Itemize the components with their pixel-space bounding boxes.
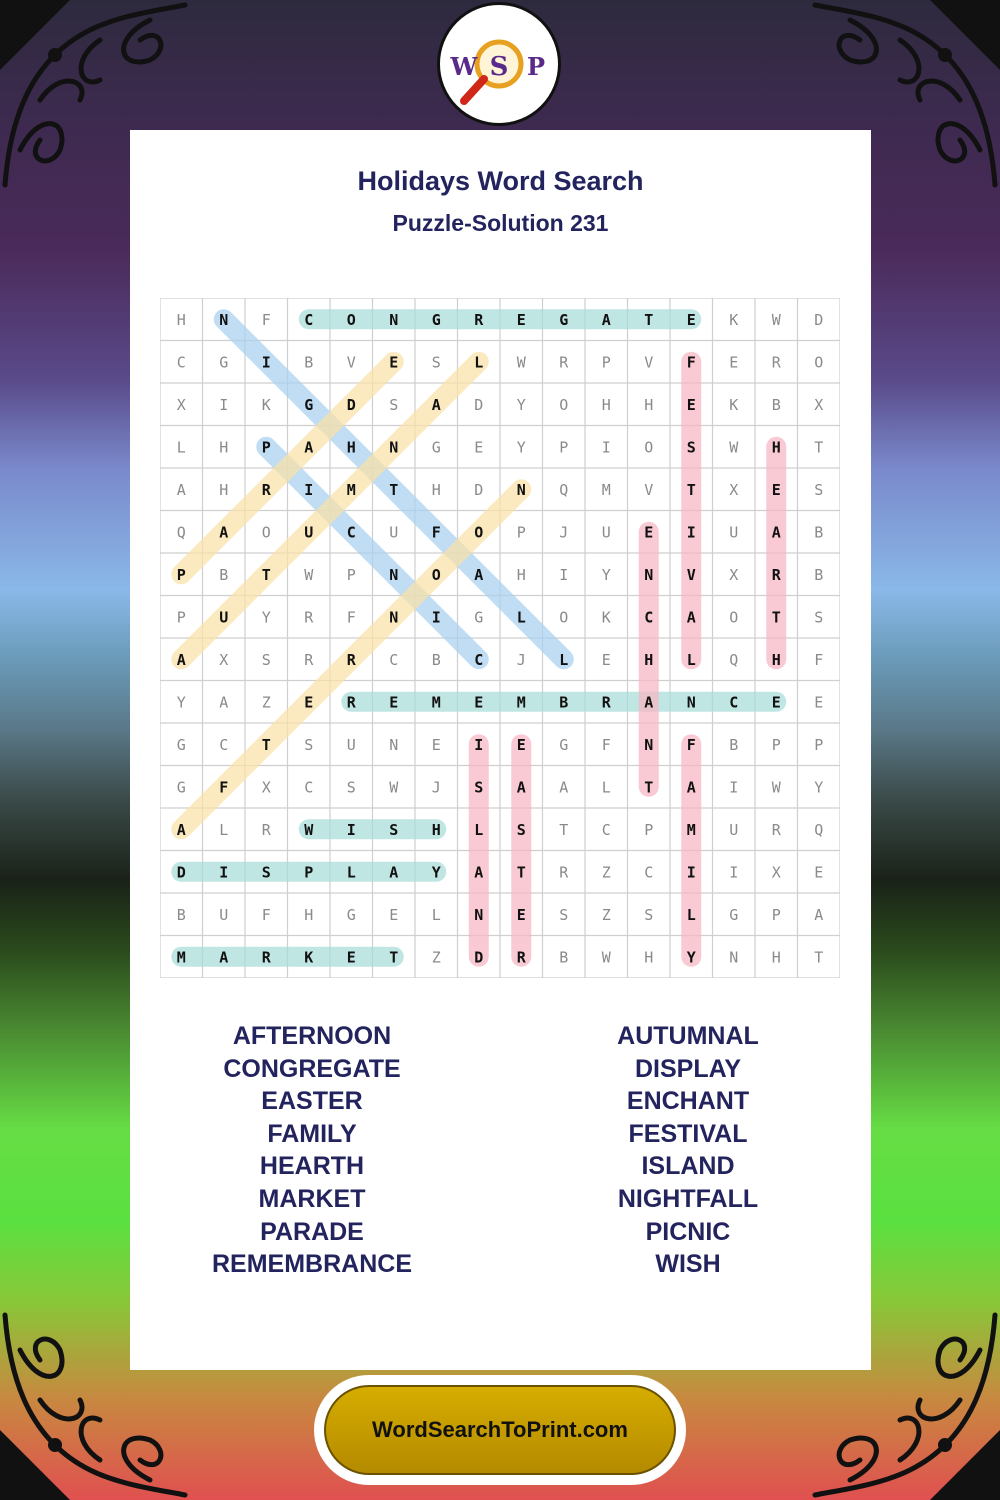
page-title: Holidays Word Search — [357, 166, 644, 196]
grid-cell[interactable]: R — [559, 353, 569, 372]
word-list-item: FESTIVAL — [628, 1119, 748, 1148]
grid-cell[interactable]: U — [729, 820, 739, 839]
grid-cell[interactable]: H — [304, 905, 314, 924]
grid-cell[interactable]: G — [219, 353, 229, 372]
grid-cell[interactable]: O — [346, 310, 356, 329]
grid-cell[interactable]: Y — [176, 693, 186, 712]
grid-cell[interactable]: S — [814, 608, 824, 627]
grid-cell[interactable]: V — [686, 565, 696, 584]
grid-cell[interactable]: P — [601, 353, 611, 372]
grid-cell[interactable]: I — [219, 395, 229, 414]
grid-cell[interactable]: P — [176, 608, 186, 627]
grid-cell[interactable]: R — [304, 650, 314, 669]
grid-cell[interactable]: P — [304, 863, 314, 882]
grid-cell[interactable]: P — [771, 735, 781, 754]
grid-cell[interactable]: H — [516, 565, 526, 584]
grid-cell[interactable]: E — [729, 353, 739, 372]
grid-cell[interactable]: C — [389, 650, 399, 669]
grid-cell[interactable]: N — [729, 948, 739, 967]
grid-cell[interactable]: W — [304, 565, 314, 584]
grid-cell[interactable]: W — [771, 310, 781, 329]
grid-cell[interactable]: H — [644, 395, 654, 414]
grid-cell[interactable]: S — [516, 820, 526, 839]
word-list-item: AUTUMNAL — [617, 1022, 759, 1050]
grid-cell[interactable]: N — [219, 310, 229, 329]
grid-cell[interactable]: H — [219, 480, 229, 499]
grid-cell[interactable]: Z — [261, 693, 271, 712]
grid-cell[interactable]: E — [516, 735, 526, 754]
grid-cell[interactable]: R — [261, 480, 271, 499]
grid-cell[interactable]: F — [601, 735, 611, 754]
logo-letter-w: W — [450, 52, 478, 81]
grid-cell[interactable]: U — [346, 735, 356, 754]
grid-cell[interactable]: S — [686, 438, 696, 457]
grid-cell[interactable]: H — [601, 395, 611, 414]
grid-cell[interactable]: L — [346, 863, 356, 882]
grid-cell[interactable]: F — [686, 735, 696, 754]
grid-cell[interactable]: U — [389, 523, 399, 542]
grid-cell[interactable]: R — [346, 650, 356, 669]
grid-cell[interactable]: A — [431, 395, 441, 414]
grid-cell[interactable]: U — [219, 608, 229, 627]
grid-cell[interactable]: C — [219, 735, 229, 754]
grid-cell[interactable]: T — [559, 820, 569, 839]
grid-cell[interactable]: X — [261, 778, 271, 797]
grid-cell[interactable]: R — [559, 863, 569, 882]
grid-cell[interactable]: C — [644, 863, 654, 882]
grid-cell[interactable]: R — [771, 565, 781, 584]
grid-cell[interactable]: E — [686, 310, 696, 329]
grid-cell[interactable]: M — [176, 948, 186, 967]
grid-cell[interactable]: L — [686, 905, 696, 924]
grid-cell[interactable]: N — [389, 565, 399, 584]
grid-cell[interactable]: R — [771, 353, 781, 372]
grid-cell[interactable]: L — [601, 778, 611, 797]
grid-cell[interactable]: K — [729, 310, 739, 329]
grid-cell[interactable]: O — [814, 353, 824, 372]
grid-cell[interactable]: I — [346, 820, 356, 839]
grid-cell[interactable]: E — [644, 523, 654, 542]
grid-cell[interactable]: T — [644, 778, 654, 797]
grid-cell[interactable]: S — [474, 778, 484, 797]
grid-cell[interactable]: A — [304, 438, 314, 457]
grid-cell[interactable]: A — [176, 480, 186, 499]
grid-cell[interactable]: C — [729, 693, 739, 712]
grid-cell[interactable]: B — [814, 523, 824, 542]
grid-cell[interactable]: P — [814, 735, 824, 754]
grid-cell[interactable]: S — [261, 863, 271, 882]
grid-cell[interactable]: S — [431, 353, 441, 372]
grid-cell[interactable]: R — [771, 820, 781, 839]
grid-cell[interactable]: E — [389, 905, 399, 924]
site-link-button[interactable] — [314, 1375, 686, 1485]
grid-cell[interactable]: N — [474, 905, 484, 924]
grid-cell[interactable]: T — [644, 310, 654, 329]
grid-cell[interactable]: K — [304, 948, 314, 967]
grid-cell[interactable]: F — [686, 353, 696, 372]
grid-cell[interactable]: W — [389, 778, 399, 797]
grid-cell[interactable]: M — [686, 820, 696, 839]
grid-cell[interactable]: S — [261, 650, 271, 669]
grid-cell[interactable]: E — [431, 735, 441, 754]
grid-cell[interactable]: H — [644, 650, 654, 669]
grid-cell[interactable]: D — [474, 480, 484, 499]
grid-cell[interactable]: G — [559, 310, 569, 329]
grid-cell[interactable]: E — [474, 438, 484, 457]
grid-cell[interactable]: L — [686, 650, 696, 669]
grid-cell[interactable]: T — [771, 608, 781, 627]
grid-cell[interactable]: A — [686, 778, 696, 797]
grid-cell[interactable]: F — [261, 905, 271, 924]
grid-cell[interactable]: G — [431, 310, 441, 329]
grid-cell[interactable]: S — [814, 480, 824, 499]
grid-cell[interactable]: G — [474, 608, 484, 627]
grid-cell[interactable]: N — [389, 735, 399, 754]
grid-cell[interactable]: H — [431, 480, 441, 499]
grid-cell[interactable]: F — [346, 608, 356, 627]
grid-cell[interactable]: N — [389, 310, 399, 329]
grid-cell[interactable]: Y — [431, 863, 441, 882]
grid-cell[interactable]: P — [261, 438, 271, 457]
grid-cell[interactable]: V — [644, 480, 654, 499]
grid-cell[interactable]: Z — [601, 905, 611, 924]
grid-cell[interactable]: U — [601, 523, 611, 542]
grid-cell[interactable]: H — [771, 438, 781, 457]
grid-cell[interactable]: X — [814, 395, 824, 414]
grid-cell[interactable]: P — [516, 523, 526, 542]
grid-cell[interactable]: E — [389, 353, 399, 372]
grid-cell[interactable]: U — [219, 905, 229, 924]
grid-cell[interactable]: Y — [601, 565, 611, 584]
grid-cell[interactable]: I — [261, 353, 271, 372]
wsp-logo[interactable] — [437, 2, 561, 126]
grid-cell[interactable]: L — [516, 608, 526, 627]
word-list-item: ENCHANT — [626, 1087, 750, 1116]
grid-cell[interactable]: W — [304, 820, 314, 839]
grid-cell[interactable]: N — [516, 480, 526, 499]
grid-cell[interactable]: N — [686, 693, 696, 712]
puzzle-panel — [130, 130, 871, 1370]
word-list-item: PARADE — [260, 1217, 364, 1246]
grid-cell[interactable]: C — [176, 353, 186, 372]
grid-cell[interactable]: A — [644, 693, 654, 712]
grid-cell[interactable]: H — [644, 948, 654, 967]
grid-cell[interactable]: F — [431, 523, 441, 542]
grid-cell[interactable]: R — [261, 820, 271, 839]
grid-cell[interactable]: N — [389, 438, 399, 457]
page-subtitle: Puzzle-Solution 231 — [392, 210, 609, 236]
grid-cell[interactable]: J — [559, 523, 569, 542]
word-list-right — [538, 1020, 838, 1281]
grid-cell[interactable]: G — [176, 778, 186, 797]
grid-cell[interactable]: H — [431, 820, 441, 839]
grid-cell[interactable]: I — [601, 438, 611, 457]
grid-cell[interactable]: J — [431, 778, 441, 797]
grid-cell[interactable]: B — [559, 693, 569, 712]
grid-cell[interactable]: F — [814, 650, 824, 669]
grid-cell[interactable]: S — [304, 735, 314, 754]
grid-cell[interactable]: E — [516, 310, 526, 329]
grid-cell[interactable]: A — [474, 565, 484, 584]
grid-cell[interactable]: Y — [516, 438, 526, 457]
grid-cell[interactable]: C — [304, 310, 314, 329]
grid-cell[interactable]: U — [304, 523, 314, 542]
grid-cell[interactable]: P — [771, 905, 781, 924]
grid-cell[interactable]: S — [559, 905, 569, 924]
grid-cell[interactable]: I — [474, 735, 484, 754]
grid-cell[interactable]: O — [431, 565, 441, 584]
word-list-item: WISH — [655, 1250, 721, 1279]
grid-cell[interactable]: G — [304, 395, 314, 414]
grid-cell[interactable]: B — [771, 395, 781, 414]
grid-cell[interactable]: I — [559, 565, 569, 584]
grid-cell[interactable]: J — [516, 650, 526, 669]
grid-cell[interactable]: C — [601, 820, 611, 839]
word-list-item: ISLAND — [641, 1152, 735, 1181]
grid-cell[interactable]: A — [559, 778, 569, 797]
word-list-item: DISPLAY — [634, 1054, 742, 1083]
grid-cell[interactable]: G — [431, 438, 441, 457]
grid-cell[interactable]: B — [176, 905, 186, 924]
grid-cell[interactable]: R — [346, 693, 356, 712]
grid-cell[interactable]: D — [814, 310, 824, 329]
grid-cell[interactable]: Q — [176, 523, 186, 542]
grid-cell[interactable]: U — [729, 523, 739, 542]
grid-cell[interactable]: S — [644, 905, 654, 924]
grid-cell[interactable]: F — [261, 310, 271, 329]
grid-cell[interactable]: D — [474, 395, 484, 414]
grid-cell[interactable]: R — [516, 948, 526, 967]
grid-cell[interactable]: D — [474, 948, 484, 967]
word-list-item: HEARTH — [259, 1152, 365, 1181]
grid-cell[interactable]: D — [176, 863, 186, 882]
grid-cell[interactable]: I — [219, 863, 229, 882]
grid-cell[interactable]: L — [219, 820, 229, 839]
grid-cell[interactable]: A — [516, 778, 526, 797]
grid-cell[interactable]: T — [261, 565, 271, 584]
logo-letter-s: S — [489, 52, 509, 82]
grid-cell[interactable]: S — [389, 395, 399, 414]
grid-cell[interactable]: O — [644, 438, 654, 457]
grid-cell[interactable]: M — [601, 480, 611, 499]
grid-cell[interactable]: E — [346, 948, 356, 967]
grid-cell[interactable]: T — [516, 863, 526, 882]
grid-cell[interactable]: O — [261, 523, 271, 542]
grid-cell[interactable]: Q — [814, 820, 824, 839]
letter-grid-svg — [160, 298, 840, 978]
grid-cell[interactable]: T — [814, 438, 824, 457]
grid-cell[interactable]: A — [176, 650, 186, 669]
grid-cell[interactable]: P — [559, 438, 569, 457]
grid-cell[interactable]: C — [304, 778, 314, 797]
grid-cell[interactable]: C — [346, 523, 356, 542]
grid-cell[interactable]: N — [644, 735, 654, 754]
grid-cell[interactable]: O — [729, 608, 739, 627]
grid-cell[interactable]: E — [304, 693, 314, 712]
word-list-item: EASTER — [261, 1087, 363, 1116]
grid-cell[interactable]: X — [219, 650, 229, 669]
grid-cell[interactable]: T — [389, 948, 399, 967]
grid-cell[interactable]: C — [474, 650, 484, 669]
grid-cell[interactable]: H — [346, 438, 356, 457]
grid-cell[interactable]: R — [601, 693, 611, 712]
grid-cell[interactable]: I — [686, 863, 696, 882]
grid-cell[interactable]: H — [771, 650, 781, 669]
grid-cell[interactable]: D — [346, 395, 356, 414]
grid-cell[interactable]: B — [219, 565, 229, 584]
grid-cell[interactable]: Z — [601, 863, 611, 882]
grid-cell[interactable]: A — [176, 820, 186, 839]
grid-cell[interactable]: Z — [431, 948, 441, 967]
grid-cell[interactable]: O — [474, 523, 484, 542]
grid-cell[interactable]: I — [304, 480, 314, 499]
grid-cell[interactable]: A — [219, 948, 229, 967]
grid-cell[interactable]: E — [516, 905, 526, 924]
grid-cell[interactable]: F — [219, 778, 229, 797]
word-list-item: NIGHTFALL — [617, 1184, 759, 1213]
grid-cell[interactable]: V — [346, 353, 356, 372]
grid-cell[interactable]: E — [771, 693, 781, 712]
word-list-item: FAMILY — [267, 1119, 357, 1148]
grid-cell[interactable]: W — [516, 353, 526, 372]
grid-cell[interactable]: A — [601, 310, 611, 329]
grid-cell[interactable]: T — [389, 480, 399, 499]
grid-cell[interactable]: B — [729, 735, 739, 754]
grid-cell[interactable]: I — [686, 523, 696, 542]
grid-cell[interactable]: O — [559, 608, 569, 627]
word-list-left — [162, 1020, 462, 1281]
grid-cell[interactable]: K — [729, 395, 739, 414]
grid-cell[interactable]: W — [729, 438, 739, 457]
grid-cell[interactable]: H — [771, 948, 781, 967]
grid-cell[interactable]: S — [346, 778, 356, 797]
grid-cell[interactable]: B — [304, 353, 314, 372]
site-link-label[interactable]: WordSearchToPrint.com — [324, 1385, 676, 1475]
grid-cell[interactable]: B — [559, 948, 569, 967]
grid-cell[interactable]: P — [176, 565, 186, 584]
grid-cell[interactable]: R — [261, 948, 271, 967]
grid-cell[interactable]: E — [814, 693, 824, 712]
grid-cell[interactable]: L — [559, 650, 569, 669]
grid-cell[interactable]: Q — [729, 650, 739, 669]
grid-cell[interactable]: N — [389, 608, 399, 627]
grid-cell[interactable]: A — [814, 905, 824, 924]
grid-cell[interactable]: W — [601, 948, 611, 967]
word-list-item: AFTERNOON — [232, 1022, 392, 1050]
grid-cell[interactable]: Q — [559, 480, 569, 499]
grid-cell[interactable]: I — [729, 863, 739, 882]
grid-cell[interactable]: A — [219, 523, 229, 542]
grid-cell[interactable]: E — [686, 395, 696, 414]
grid-cell[interactable]: Y — [686, 948, 696, 967]
grid-cell[interactable]: T — [686, 480, 696, 499]
grid-cell[interactable]: I — [431, 608, 441, 627]
grid-cell[interactable]: S — [389, 820, 399, 839]
grid-cell[interactable]: M — [431, 693, 441, 712]
grid-cell[interactable]: G — [729, 905, 739, 924]
grid-cell[interactable]: A — [389, 863, 399, 882]
grid-cell[interactable]: E — [814, 863, 824, 882]
grid-cell[interactable]: L — [474, 353, 484, 372]
grid-cell[interactable]: E — [771, 480, 781, 499]
grid-cell[interactable]: A — [686, 608, 696, 627]
word-list-item: REMEMBRANCE — [212, 1250, 412, 1279]
word-list-item: CONGREGATE — [223, 1054, 401, 1083]
grid-cell[interactable]: A — [771, 523, 781, 542]
grid-cell[interactable]: B — [431, 650, 441, 669]
grid-cell[interactable]: X — [729, 565, 739, 584]
grid-cell[interactable]: H — [219, 438, 229, 457]
grid-cell[interactable]: E — [389, 693, 399, 712]
grid-cell[interactable]: E — [601, 650, 611, 669]
grid-cell[interactable]: G — [346, 905, 356, 924]
grid-cell[interactable]: P — [346, 565, 356, 584]
grid-cell[interactable]: B — [814, 565, 824, 584]
grid-cell[interactable]: X — [176, 395, 186, 414]
grid-cell[interactable]: L — [431, 905, 441, 924]
grid-cell[interactable]: M — [346, 480, 356, 499]
grid-cell[interactable]: T — [814, 948, 824, 967]
grid-cell[interactable]: X — [729, 480, 739, 499]
grid-cell[interactable]: L — [176, 438, 186, 457]
grid-cell[interactable]: W — [771, 778, 781, 797]
grid-cell[interactable]: K — [261, 395, 271, 414]
grid-cell[interactable]: R — [474, 310, 484, 329]
grid-cell[interactable]: N — [644, 565, 654, 584]
grid-cell[interactable]: H — [176, 310, 186, 329]
grid-cell[interactable]: L — [474, 820, 484, 839]
grid-cell[interactable]: V — [644, 353, 654, 372]
grid-cell[interactable]: P — [644, 820, 654, 839]
grid-cell[interactable]: R — [304, 608, 314, 627]
grid-cell[interactable]: A — [474, 863, 484, 882]
logo-letter-p: P — [526, 52, 546, 81]
word-list-item: PICNIC — [645, 1217, 731, 1246]
grid-cell[interactable]: T — [261, 735, 271, 754]
grid-cell[interactable]: E — [474, 693, 484, 712]
grid-cell[interactable]: X — [771, 863, 781, 882]
grid-cell[interactable]: M — [516, 693, 526, 712]
grid-cell[interactable]: G — [176, 735, 186, 754]
grid-cell[interactable]: C — [644, 608, 654, 627]
grid-cell[interactable]: G — [559, 735, 569, 754]
grid-cell[interactable]: I — [729, 778, 739, 797]
grid-cell[interactable]: O — [559, 395, 569, 414]
grid-cell[interactable]: A — [219, 693, 229, 712]
grid-cell[interactable]: Y — [814, 778, 824, 797]
word-list-item: MARKET — [258, 1184, 366, 1213]
grid-cell[interactable]: Y — [261, 608, 271, 627]
letter-grid — [160, 298, 840, 978]
grid-cell[interactable]: Y — [516, 395, 526, 414]
grid-cell[interactable]: K — [601, 608, 611, 627]
